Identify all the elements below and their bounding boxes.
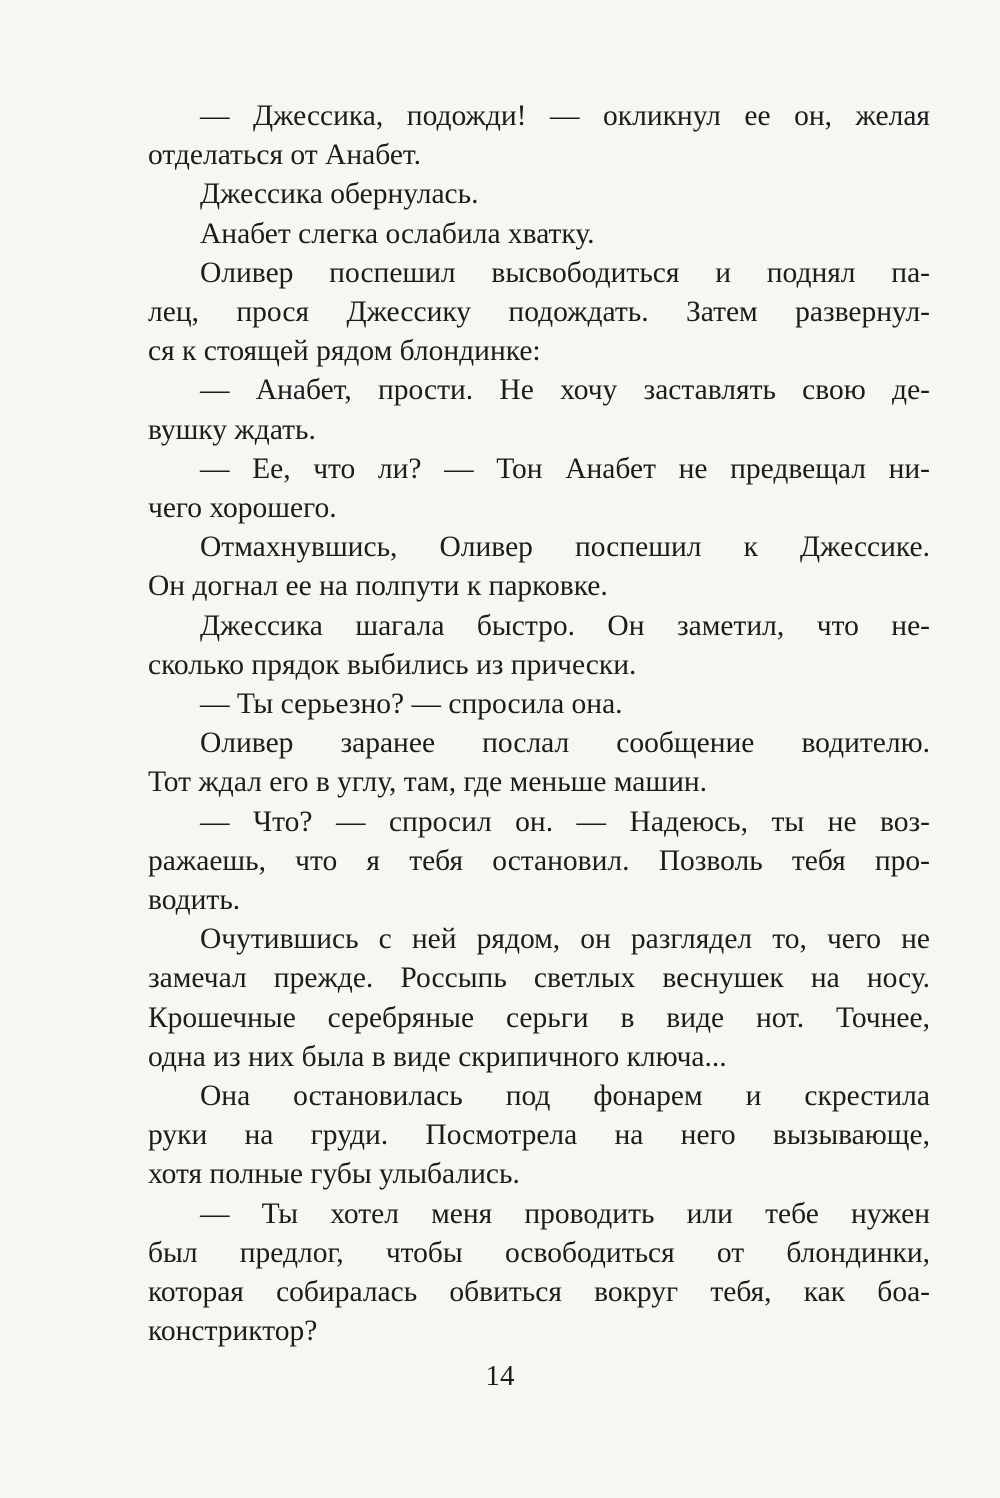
- paragraph: [148, 685, 930, 724]
- paragraph: [148, 175, 930, 214]
- text-line: чего хорошего.: [148, 492, 337, 525]
- paragraph: [148, 97, 930, 175]
- text-line: Крошечные серебряные серьги в виде нот. Точнее,: [148, 1001, 930, 1034]
- text-line: — Анабет, прости. Не хочу заставлять свою де-: [200, 374, 930, 407]
- page-body: [148, 97, 930, 1352]
- paragraph: [148, 528, 930, 606]
- text-line: — Что? — спросил он. — Надеюсь, ты не воз-: [200, 805, 930, 838]
- paragraph: [148, 215, 930, 254]
- paragraph: [148, 920, 930, 1077]
- paragraph: [148, 1195, 930, 1352]
- text-line: Джессика обернулась.: [200, 178, 479, 211]
- text-line: — Ты хотел меня проводить или тебе нужен: [200, 1197, 930, 1230]
- text-line: Анабет слегка ослабила хватку.: [200, 217, 595, 250]
- text-line: Очутившись с ней рядом, он разглядел то, чего не: [200, 923, 930, 956]
- text-line: водить.: [148, 884, 241, 917]
- text-line: Джессика шагала быстро. Он заметил, что не-: [200, 609, 930, 642]
- text-line: Оливер заранее послал сообщение водителю.: [200, 727, 930, 760]
- text-line: сколько прядок выбились из прически.: [148, 648, 637, 681]
- paragraph: [148, 1077, 930, 1195]
- text-line: замечал прежде. Россыпь светлых веснушек на носу.: [148, 962, 930, 995]
- text-line: констриктор?: [148, 1315, 318, 1348]
- text-line: Тот ждал его в углу, там, где меньше машин.: [148, 766, 708, 799]
- text-line: вушку ждать.: [148, 413, 316, 446]
- text-line: ся к стоящей рядом блондинке:: [148, 335, 541, 368]
- text-line: — Джессика, подожди! — окликнул ее он, желая: [200, 100, 930, 132]
- text-line: Отмахнувшись, Оливер поспешил к Джессике.: [200, 531, 930, 564]
- text-line: лец, прося Джессику подождать. Затем развернул-: [148, 296, 930, 329]
- text-line: которая собиралась обвиться вокруг тебя, как боа-: [148, 1276, 930, 1309]
- text-line: был предлог, чтобы освободиться от блондинки,: [148, 1236, 930, 1269]
- text-line: хотя полные губы улыбались.: [148, 1158, 520, 1191]
- paragraph: [148, 803, 930, 921]
- paragraph: [148, 371, 930, 449]
- text-line: одна из них была в виде скрипичного ключа...: [148, 1040, 727, 1073]
- page-number: 14: [485, 1360, 515, 1392]
- text-line: Она остановилась под фонарем и скрестила: [200, 1080, 930, 1113]
- paragraph: [148, 724, 930, 802]
- text-line: ражаешь, что я тебя остановил. Позволь тебя про-: [148, 844, 930, 877]
- text-line: Оливер поспешил высвободиться и поднял па-: [200, 256, 930, 289]
- text-line: Он догнал ее на полпути к парковке.: [148, 570, 608, 603]
- text-line: — Ты серьезно? — спросила она.: [200, 688, 623, 721]
- text-line: руки на груди. Посмотрела на него вызывающе,: [148, 1119, 930, 1152]
- paragraph: [148, 254, 930, 372]
- text-line: отделаться от Анабет.: [148, 139, 421, 172]
- paragraph: [148, 450, 930, 528]
- paragraph: [148, 607, 930, 685]
- text-line: — Ее, что ли? — Тон Анабет не предвещал ни-: [200, 452, 930, 485]
